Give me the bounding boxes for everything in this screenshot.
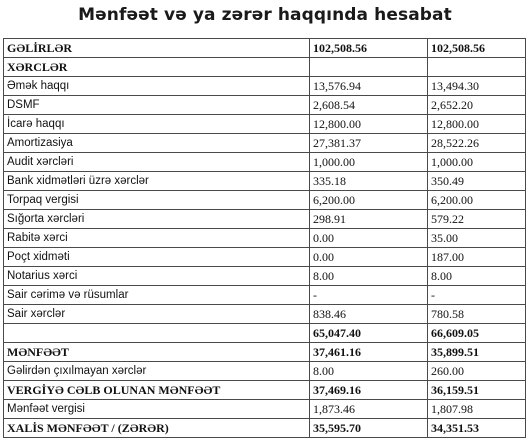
- row-value-period-2: 35.00: [428, 229, 526, 248]
- row-label: GƏLİRLƏR: [4, 39, 310, 58]
- table-row: [4, 362, 526, 381]
- table-row: [4, 39, 526, 58]
- row-label: Amortizasiya: [4, 134, 310, 153]
- report-title: Mənfəət və ya zərər haqqında hesabat: [78, 5, 452, 25]
- row-value-period-2: 350.49: [428, 172, 526, 191]
- row-value-period-2: 12,800.00: [428, 115, 526, 134]
- row-value-period-1: 35,595.70: [310, 419, 428, 438]
- table-row: [4, 400, 526, 419]
- row-value-period-2: [428, 58, 526, 77]
- row-label: VERGİYƏ CƏLB OLUNAN MƏNFƏƏT: [4, 381, 310, 400]
- table-row: [4, 153, 526, 172]
- row-value-period-2: 1,807.98: [428, 400, 526, 419]
- row-value-period-2: 579.22: [428, 210, 526, 229]
- table-row: [4, 248, 526, 267]
- row-value-period-2: 2,652.20: [428, 96, 526, 115]
- row-value-period-2: 1,000.00: [428, 153, 526, 172]
- row-label: Mənfəət vergisi: [4, 400, 310, 419]
- row-value-period-1: 102,508.56: [310, 39, 428, 58]
- row-value-period-2: 6,200.00: [428, 191, 526, 210]
- row-label: XƏRCLƏR: [4, 58, 310, 77]
- table-row: [4, 343, 526, 362]
- row-value-period-1: 1,873.46: [310, 400, 428, 419]
- row-value-period-1: -: [310, 286, 428, 305]
- table-row: [4, 229, 526, 248]
- row-label: [4, 324, 310, 343]
- table-row: [4, 305, 526, 324]
- row-value-period-1: 12,800.00: [310, 115, 428, 134]
- table-row: [4, 210, 526, 229]
- row-value-period-1: 27,381.37: [310, 134, 428, 153]
- row-value-period-1: 0.00: [310, 229, 428, 248]
- table-row: [4, 115, 526, 134]
- table-row: [4, 267, 526, 286]
- income-statement-table: [3, 38, 526, 438]
- row-label: Poçt xidməti: [4, 248, 310, 267]
- table-row: [4, 134, 526, 153]
- row-value-period-1: 65,047.40: [310, 324, 428, 343]
- table-row: [4, 324, 526, 343]
- row-value-period-2: 35,899.51: [428, 343, 526, 362]
- row-label: Bank xidmətləri üzrə xərclər: [4, 172, 310, 191]
- row-value-period-1: 1,000.00: [310, 153, 428, 172]
- row-value-period-2: 102,508.56: [428, 39, 526, 58]
- row-value-period-2: 187.00: [428, 248, 526, 267]
- row-label: Sığorta xərcləri: [4, 210, 310, 229]
- row-value-period-1: 335.18: [310, 172, 428, 191]
- row-label: Audit xərcləri: [4, 153, 310, 172]
- row-value-period-2: 36,159.51: [428, 381, 526, 400]
- income-statement-body: [4, 39, 526, 438]
- row-value-period-2: 28,522.26: [428, 134, 526, 153]
- row-label: İcarə haqqı: [4, 115, 310, 134]
- table-row: [4, 191, 526, 210]
- row-value-period-2: 34,351.53: [428, 419, 526, 438]
- row-value-period-2: 260.00: [428, 362, 526, 381]
- table-row: [4, 77, 526, 96]
- row-value-period-1: [310, 58, 428, 77]
- row-value-period-1: 838.46: [310, 305, 428, 324]
- row-value-period-1: 8.00: [310, 267, 428, 286]
- table-row: [4, 58, 526, 77]
- table-row: [4, 96, 526, 115]
- table-row: [4, 172, 526, 191]
- row-label: Əmək haqqı: [4, 77, 310, 96]
- table-row: [4, 381, 526, 400]
- row-label: Rabitə xərci: [4, 229, 310, 248]
- row-value-period-1: 8.00: [310, 362, 428, 381]
- row-value-period-1: 298.91: [310, 210, 428, 229]
- row-value-period-1: 37,461.16: [310, 343, 428, 362]
- row-label: Sair xərclər: [4, 305, 310, 324]
- row-label: DSMF: [4, 96, 310, 115]
- row-label: MƏNFƏƏT: [4, 343, 310, 362]
- row-value-period-1: 13,576.94: [310, 77, 428, 96]
- row-value-period-2: 66,609.05: [428, 324, 526, 343]
- table-row: [4, 286, 526, 305]
- row-label: Notarius xərci: [4, 267, 310, 286]
- row-label: Sair cərimə və rüsumlar: [4, 286, 310, 305]
- row-label: XALİS MƏNFƏƏT / (ZƏRƏR): [4, 419, 310, 438]
- row-label: Torpaq vergisi: [4, 191, 310, 210]
- table-row: [4, 419, 526, 438]
- row-value-period-2: 8.00: [428, 267, 526, 286]
- row-value-period-2: 13,494.30: [428, 77, 526, 96]
- row-value-period-2: 780.58: [428, 305, 526, 324]
- row-value-period-1: 2,608.54: [310, 96, 428, 115]
- row-label: Gəlirdən çıxılmayan xərclər: [4, 362, 310, 381]
- row-value-period-1: 0.00: [310, 248, 428, 267]
- row-value-period-1: 6,200.00: [310, 191, 428, 210]
- row-value-period-1: 37,469.16: [310, 381, 428, 400]
- row-value-period-2: -: [428, 286, 526, 305]
